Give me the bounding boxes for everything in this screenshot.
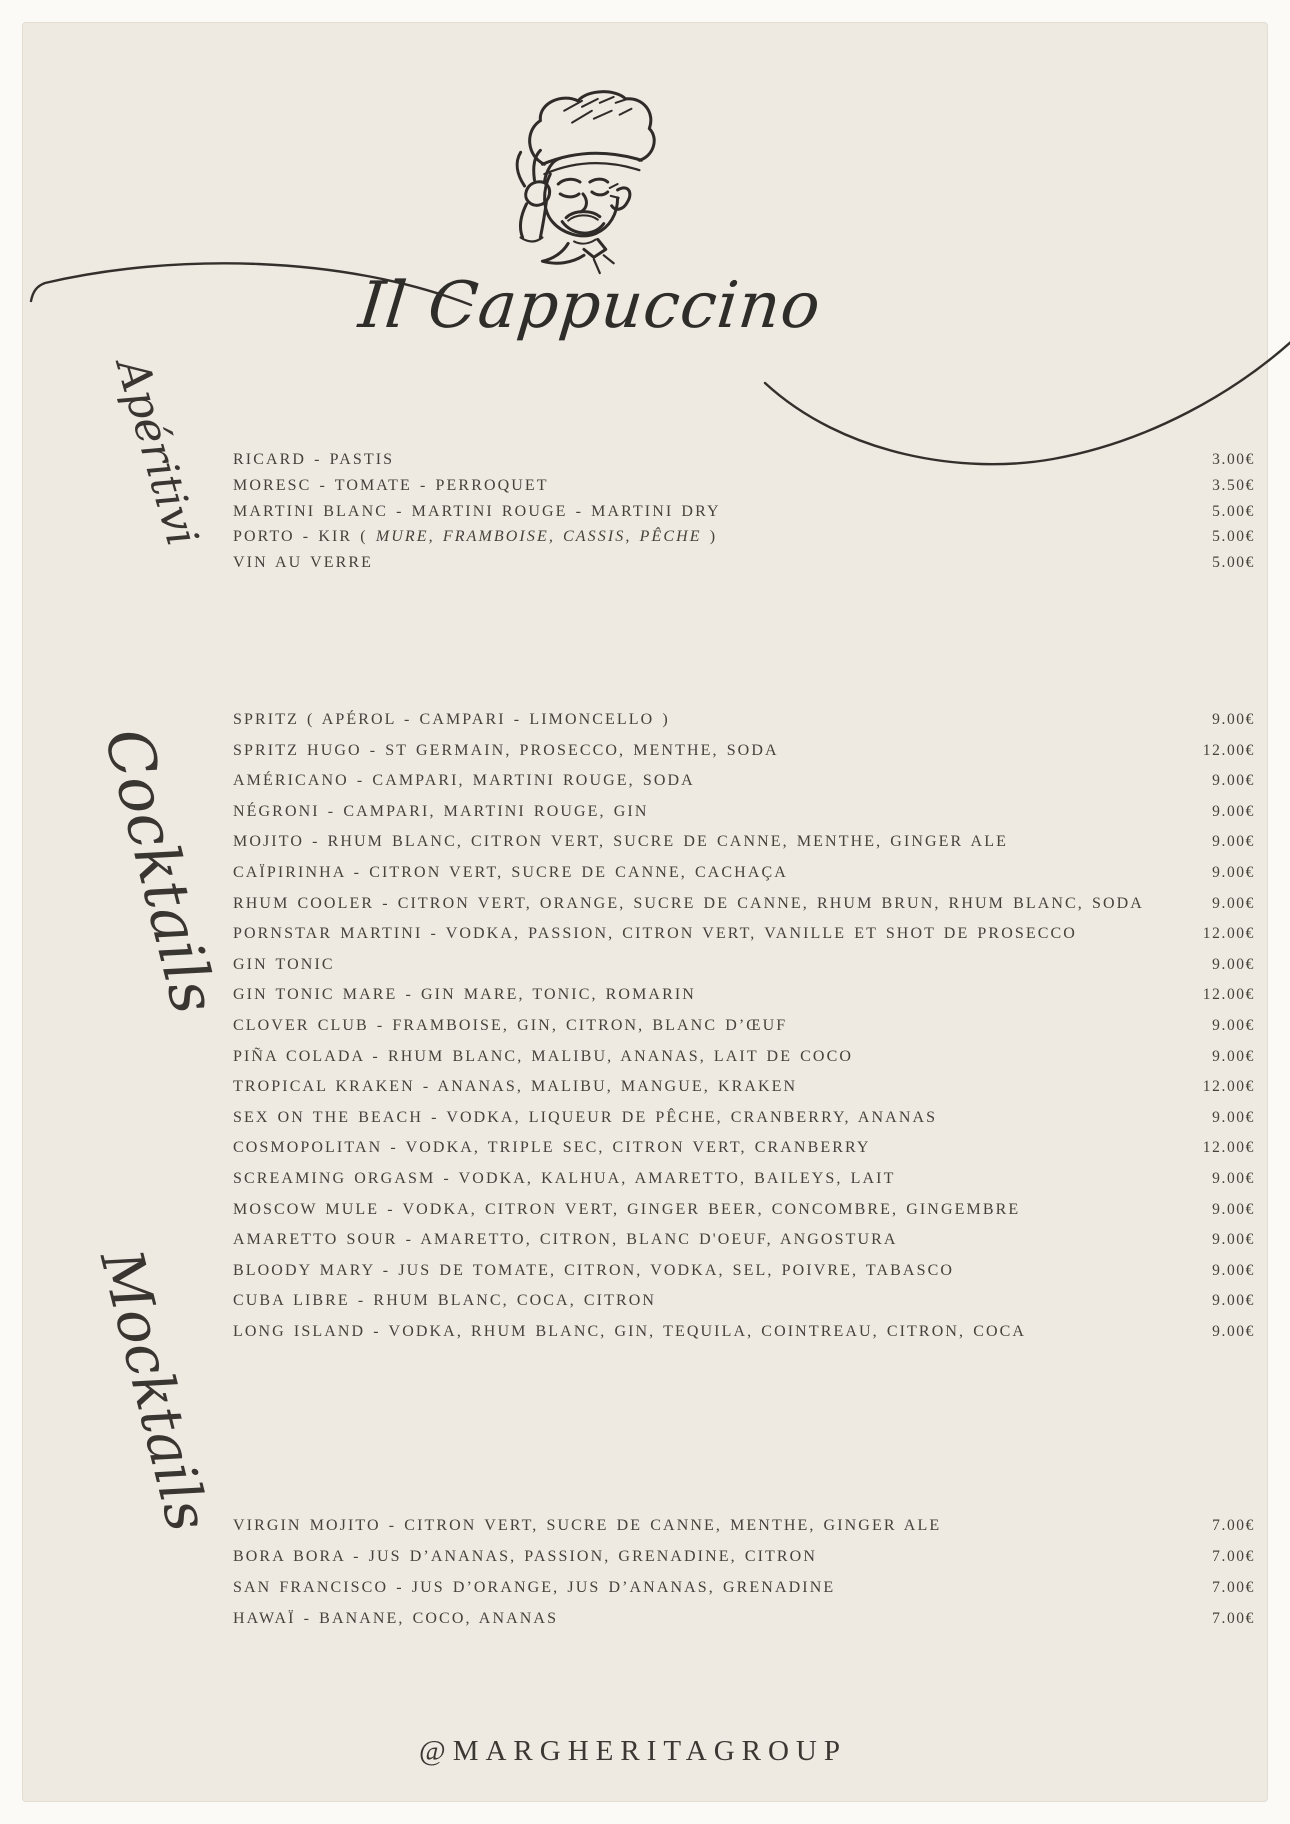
menu-item-row bbox=[233, 772, 1255, 803]
menu-item-row bbox=[233, 477, 1255, 503]
menu-item-price: 9.00€ bbox=[1212, 955, 1255, 973]
flourish-right-line bbox=[765, 325, 1290, 464]
menu-item-row bbox=[233, 742, 1255, 773]
menu-item-text: SAN FRANCISCO - JUS D’ORANGE, JUS D’ANANAS, GRENADINE bbox=[233, 1579, 836, 1596]
menu-item-text: SEX ON THE BEACH - VODKA, LIQUEUR DE PÊCHE, CRANBERRY, ANANAS bbox=[233, 1108, 938, 1126]
menu-item-price: 7.00€ bbox=[1212, 1579, 1255, 1596]
menu-item-row bbox=[233, 1262, 1255, 1293]
aperitivi-item-list bbox=[233, 451, 1255, 580]
menu-item-row bbox=[233, 451, 1255, 477]
menu-item-price: 12.00€ bbox=[1202, 741, 1255, 759]
menu-item-text: AMÉRICANO - CAMPARI, MARTINI ROUGE, SODA bbox=[233, 772, 695, 790]
menu-item-price: 9.00€ bbox=[1212, 1108, 1255, 1126]
menu-item-row bbox=[233, 925, 1255, 956]
menu-item-price: 12.00€ bbox=[1202, 1078, 1255, 1096]
menu-item-price: 7.00€ bbox=[1212, 1548, 1255, 1565]
menu-item-text: BLOODY MARY - JUS DE TOMATE, CITRON, VODKA, SEL, POIVRE, TABASCO bbox=[233, 1261, 955, 1279]
menu-item-text: PIÑA COLADA - RHUM BLANC, MALIBU, ANANAS, LAIT DE COCO bbox=[233, 1047, 854, 1065]
menu-item-price: 9.00€ bbox=[1212, 1322, 1255, 1340]
section-label-mocktails: Mocktails bbox=[87, 1243, 223, 1538]
menu-item-text: GIN TONIC bbox=[233, 955, 335, 973]
menu-item-row bbox=[233, 1109, 1255, 1140]
menu-item-price: 9.00€ bbox=[1212, 1231, 1255, 1249]
menu-item-text: SPRITZ ( APÉROL - CAMPARI - LIMONCELLO ) bbox=[233, 711, 670, 728]
menu-item-row bbox=[233, 1292, 1255, 1323]
menu-item-row bbox=[233, 1548, 1255, 1579]
menu-item-price: 9.00€ bbox=[1212, 894, 1255, 912]
menu-item-row bbox=[233, 1017, 1255, 1048]
menu-item-row bbox=[233, 986, 1255, 1017]
menu-item-text: RICARD - PASTIS bbox=[233, 451, 395, 468]
menu-item-row bbox=[233, 1231, 1255, 1262]
menu-item-row bbox=[233, 1048, 1255, 1079]
menu-item-text: CUBA LIBRE - RHUM BLANC, COCA, CITRON bbox=[233, 1292, 657, 1310]
menu-item-text: GIN TONIC MARE - GIN MARE, TONIC, ROMARIN bbox=[233, 986, 696, 1004]
menu-item-row bbox=[233, 1201, 1255, 1232]
menu-item-price: 12.00€ bbox=[1202, 986, 1255, 1004]
menu-item-text: BORA BORA - JUS D’ANANAS, PASSION, GRENADINE, CITRON bbox=[233, 1548, 817, 1565]
menu-item-price: 9.00€ bbox=[1212, 772, 1255, 790]
menu-item-price: 5.00€ bbox=[1212, 554, 1255, 572]
menu-item-price: 9.00€ bbox=[1212, 833, 1255, 851]
menu-item-price: 9.00€ bbox=[1212, 1261, 1255, 1279]
menu-item-row bbox=[233, 554, 1255, 580]
menu-item-row bbox=[233, 833, 1255, 864]
section-label-cocktails: Cocktails bbox=[90, 721, 232, 1021]
menu-item-price: 12.00€ bbox=[1202, 925, 1255, 943]
menu-item-row bbox=[233, 1517, 1255, 1548]
menu-item-price: 7.00€ bbox=[1212, 1517, 1255, 1534]
menu-item-price: 7.00€ bbox=[1212, 1610, 1255, 1627]
menu-item-text: MOSCOW MULE - VODKA, CITRON VERT, GINGER BEER, CONCOMBRE, GINGEMBRE bbox=[233, 1200, 1021, 1218]
menu-item-price: 9.00€ bbox=[1212, 1292, 1255, 1310]
menu-item-row bbox=[233, 864, 1255, 895]
menu-item-text: PORNSTAR MARTINI - VODKA, PASSION, CITRON VERT, VANILLE ET SHOT DE PROSECCO bbox=[233, 925, 1077, 943]
menu-item-price: 9.00€ bbox=[1212, 1200, 1255, 1218]
menu-item-text: SPRITZ HUGO - ST GERMAIN, PROSECCO, MENTHE, SODA bbox=[233, 741, 779, 759]
menu-item-row bbox=[233, 1078, 1255, 1109]
menu-item-text: LONG ISLAND - VODKA, RHUM BLANC, GIN, TEQUILA, COINTREAU, CITRON, COCA bbox=[233, 1322, 1027, 1340]
menu-item-text: PORTO - KIR ( MURE, FRAMBOISE, CASSIS, PÊCHE ) bbox=[233, 528, 718, 546]
menu-item-text: CAÏPIRINHA - CITRON VERT, SUCRE DE CANNE, CACHAÇA bbox=[233, 863, 788, 881]
menu-item-text: CLOVER CLUB - FRAMBOISE, GIN, CITRON, BLANC D’ŒUF bbox=[233, 1016, 788, 1034]
menu-item-row bbox=[233, 503, 1255, 529]
menu-item-text: MOJITO - RHUM BLANC, CITRON VERT, SUCRE DE CANNE, MENTHE, GINGER ALE bbox=[233, 833, 1008, 851]
restaurant-title: Il Cappuccino bbox=[355, 269, 825, 343]
menu-item-text: NÉGRONI - CAMPARI, MARTINI ROUGE, GIN bbox=[233, 802, 649, 820]
menu-item-price: 9.00€ bbox=[1212, 863, 1255, 881]
menu-item-row bbox=[233, 895, 1255, 926]
menu-item-text: COSMOPOLITAN - VODKA, TRIPLE SEC, CITRON VERT, CRANBERRY bbox=[233, 1139, 871, 1157]
menu-item-row bbox=[233, 528, 1255, 554]
cocktails-item-list bbox=[233, 711, 1255, 1353]
menu-item-text: VIN AU VERRE bbox=[233, 554, 374, 572]
menu-item-price: 3.50€ bbox=[1212, 476, 1255, 494]
menu-item-row bbox=[233, 1610, 1255, 1641]
section-label-aperitivi: Apéritivi bbox=[105, 353, 208, 552]
menu-item-text: VIRGIN MOJITO - CITRON VERT, SUCRE DE CANNE, MENTHE, GINGER ALE bbox=[233, 1517, 942, 1534]
menu-item-text: MORESC - TOMATE - PERROQUET bbox=[233, 476, 549, 494]
menu-item-row bbox=[233, 1170, 1255, 1201]
menu-item-row bbox=[233, 1579, 1255, 1610]
menu-item-row bbox=[233, 1323, 1255, 1354]
menu-item-price: 9.00€ bbox=[1212, 1047, 1255, 1065]
menu-item-price: 9.00€ bbox=[1212, 1016, 1255, 1034]
menu-item-price: 9.00€ bbox=[1212, 802, 1255, 820]
menu-item-text: TROPICAL KRAKEN - ANANAS, MALIBU, MANGUE, KRAKEN bbox=[233, 1078, 798, 1096]
menu-item-text: AMARETTO SOUR - AMARETTO, CITRON, BLANC D'OEUF, ANGOSTURA bbox=[233, 1231, 898, 1249]
menu-item-price: 3.00€ bbox=[1212, 451, 1255, 468]
menu-item-row bbox=[233, 956, 1255, 987]
menu-item-price: 5.00€ bbox=[1212, 528, 1255, 546]
menu-item-price: 5.00€ bbox=[1212, 502, 1255, 520]
menu-item-text: SCREAMING ORGASM - VODKA, KALHUA, AMARETTO, BAILEYS, LAIT bbox=[233, 1169, 896, 1187]
menu-item-price: 12.00€ bbox=[1202, 1139, 1255, 1157]
mocktails-item-list bbox=[233, 1517, 1255, 1641]
menu-item-text: RHUM COOLER - CITRON VERT, ORANGE, SUCRE DE CANNE, RHUM BRUN, RHUM BLANC, SODA bbox=[233, 894, 1144, 912]
menu-item-price: 9.00€ bbox=[1212, 711, 1255, 728]
menu-item-text: HAWAÏ - BANANE, COCO, ANANAS bbox=[233, 1610, 559, 1627]
menu-item-row bbox=[233, 803, 1255, 834]
menu-item-text: MARTINI BLANC - MARTINI ROUGE - MARTINI DRY bbox=[233, 502, 721, 520]
menu-card bbox=[22, 22, 1268, 1802]
menu-item-price: 9.00€ bbox=[1212, 1169, 1255, 1187]
menu-item-row bbox=[233, 711, 1255, 742]
social-handle: @MARGHERITAGROUP bbox=[418, 1735, 847, 1767]
chef-illustration bbox=[481, 87, 679, 285]
menu-item-row bbox=[233, 1139, 1255, 1170]
